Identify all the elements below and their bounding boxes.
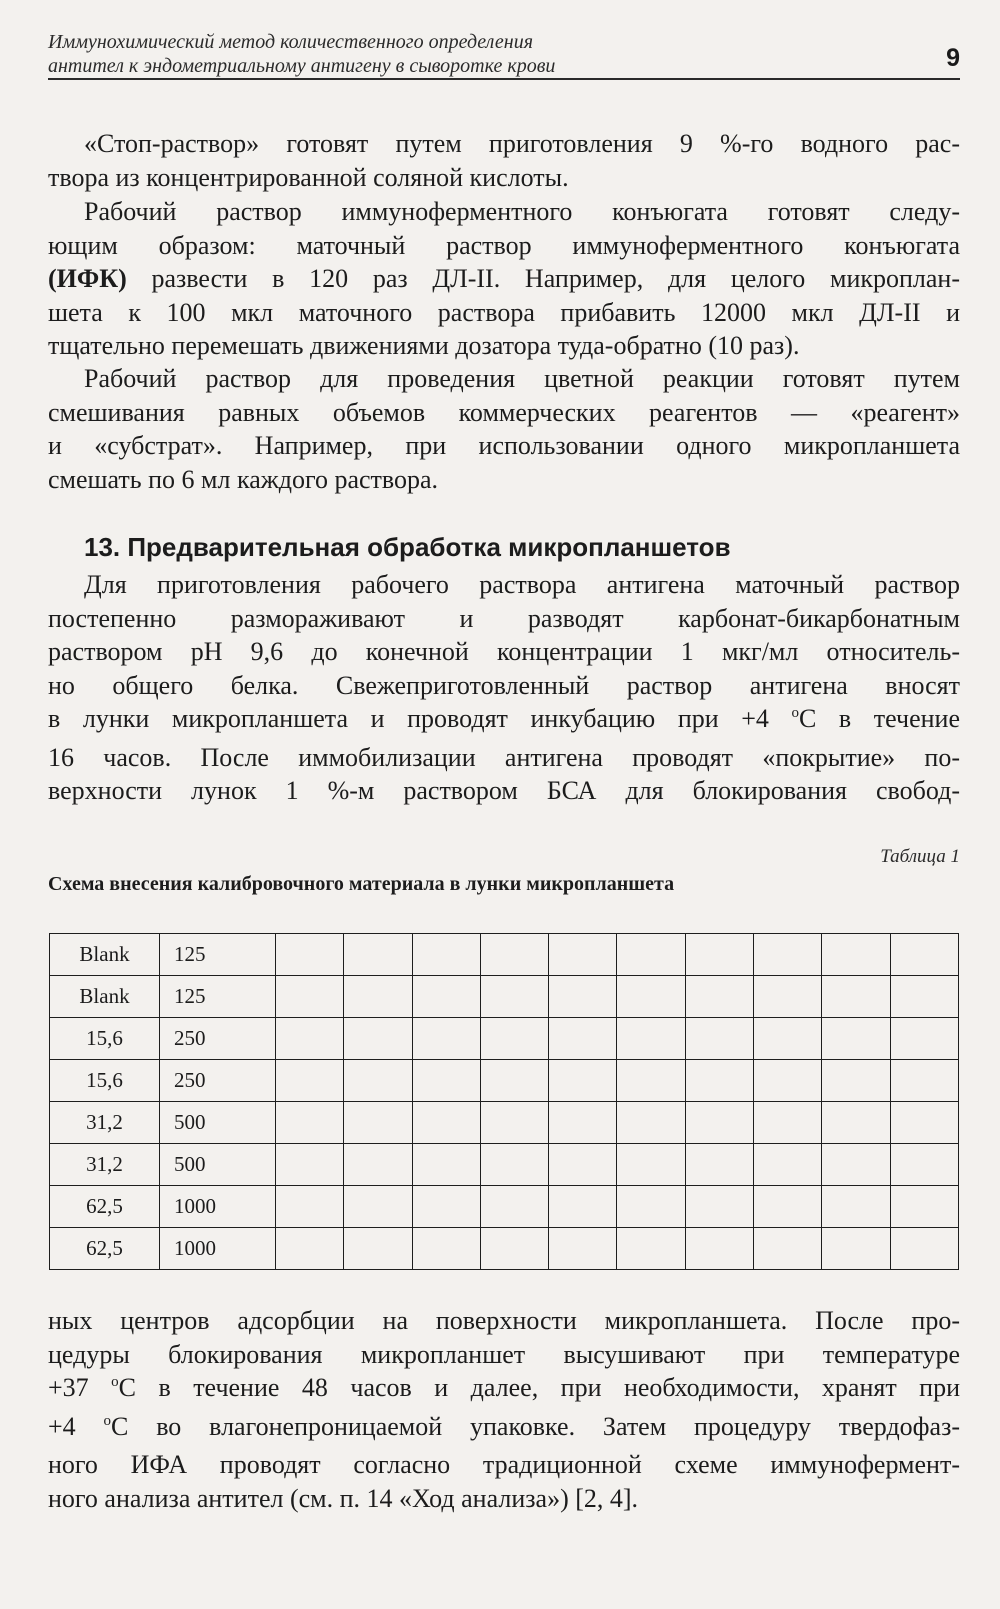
text-line: но общего белка. Свежеприготовленный раствор антигена вносят [48,670,960,700]
concentration-cell: 15,6 [50,1060,160,1102]
volume-cell: 500 [160,1144,276,1186]
empty-well-cell [685,934,753,976]
empty-well-cell [685,1144,753,1186]
empty-well-cell [276,1102,344,1144]
text-fragment: С в течение [798,704,961,733]
empty-well-cell [822,1228,890,1270]
empty-well-cell [344,976,412,1018]
degree-sign: о [111,1374,119,1390]
empty-well-cell [276,1060,344,1102]
empty-well-cell [890,1144,958,1186]
text-line [48,1410,960,1449]
empty-well-cell [754,976,822,1018]
text-fragment: С в течение 48 часов и далее, при необходимости, хранят при [118,1373,960,1402]
empty-well-cell [480,976,548,1018]
text-line: «Стоп-раствор» готовят путем приготовления 9 %-го водного рас- [84,129,960,158]
text-line: ющим образом: маточный раствор иммуноферментного конъюгата [48,230,960,260]
empty-well-cell [822,934,890,976]
section-heading: 13. Предварительная обработка микропланшетов [84,532,731,562]
paragraph-antigen-preparation [48,568,960,808]
text-line: и «субстрат». Например, при использовании одного микропланшета [48,431,960,460]
text-line: ного ИФА проводят согласно традиционной схеме иммунофермент- [48,1450,960,1479]
text-line [48,262,960,296]
empty-well-cell [890,1186,958,1228]
table-row [50,1060,959,1102]
page-number: 9 [946,44,960,72]
volume-cell: 500 [160,1102,276,1144]
empty-well-cell [549,1060,617,1102]
empty-well-cell [549,976,617,1018]
degree-sign: о [103,1412,112,1429]
empty-well-cell [276,1144,344,1186]
text-line: цедуры блокирования микропланшет высушивают при температуре [48,1339,960,1369]
volume-cell: 250 [160,1060,276,1102]
empty-well-cell [412,1186,480,1228]
empty-well-cell [890,1060,958,1102]
empty-well-cell [412,1018,480,1060]
empty-well-cell [685,1018,753,1060]
empty-well-cell [617,1186,685,1228]
empty-well-cell [276,1018,344,1060]
header-title-line: Иммунохимический метод количественного определения [48,31,533,53]
empty-well-cell [685,1186,753,1228]
empty-well-cell [890,934,958,976]
table-row [50,1102,959,1144]
table-row [50,1018,959,1060]
empty-well-cell [822,1144,890,1186]
header-title-line: антител к эндометриальному антигену в сыворотке крови [48,55,556,77]
table-row [50,934,959,976]
volume-cell: 1000 [160,1228,276,1270]
table-row [50,1144,959,1186]
empty-well-cell [412,934,480,976]
text-line: постепенно размораживают и разводят карбонат-бикарбонатным [48,603,960,633]
volume-cell: 250 [160,1018,276,1060]
text-line: шета к 100 мкл маточного раствора прибавить 12000 мкл ДЛ-II и [48,297,960,327]
paragraph-conjugate [48,195,960,363]
empty-well-cell [412,1228,480,1270]
empty-well-cell [549,1144,617,1186]
empty-well-cell [276,976,344,1018]
empty-well-cell [344,1102,412,1144]
concentration-cell: 15,6 [50,1018,160,1060]
text-fragment: С во влагонепроницаемой упаковке. Затем процедуру твердофаз- [111,1411,960,1441]
volume-cell: 125 [160,976,276,1018]
empty-well-cell [685,1102,753,1144]
empty-well-cell [822,1018,890,1060]
empty-well-cell [617,1228,685,1270]
empty-well-cell [412,1102,480,1144]
empty-well-cell [754,1186,822,1228]
text-line: твора из концентрированной соляной кислоты. [48,162,569,192]
empty-well-cell [754,934,822,976]
empty-well-cell [480,1102,548,1144]
table-number: Таблица 1 [880,846,960,867]
text-line: смешивания равных объемов коммерческих реагентов — «реагент» [48,397,960,427]
text-fragment: +4 [48,1411,104,1441]
concentration-cell: 62,5 [50,1186,160,1228]
volume-cell: 125 [160,934,276,976]
running-header [48,30,960,80]
table-caption: Схема внесения калибровочного материала в лунки микропланшета [48,873,675,895]
text-line: тщательно перемешать движениями дозатора туда-обратно (10 раз). [48,331,800,360]
empty-well-cell [754,1060,822,1102]
empty-well-cell [822,1186,890,1228]
text-line: ного анализа антител (см. п. 14 «Ход анализа») [2, 4]. [48,1483,639,1513]
empty-well-cell [549,934,617,976]
concentration-cell: Blank [50,934,160,976]
table-row [50,1228,959,1270]
empty-well-cell [480,1228,548,1270]
empty-well-cell [480,934,548,976]
table-row [50,976,959,1018]
text-line: ных центров адсорбции на поверхности микропланшета. После про- [48,1306,960,1335]
empty-well-cell [480,1018,548,1060]
text-line: верхности лунок 1 %-м раствором БСА для блокирования свобод- [48,776,960,805]
empty-well-cell [276,934,344,976]
empty-well-cell [617,934,685,976]
empty-well-cell [344,1060,412,1102]
text-line [48,702,960,741]
text-fragment: +37 [48,1373,112,1402]
text-line: Рабочий раствор иммуноферментного конъюгата готовят следу- [84,197,960,226]
table-row [50,1186,959,1228]
empty-well-cell [822,1060,890,1102]
empty-well-cell [617,1018,685,1060]
empty-well-cell [276,1186,344,1228]
empty-well-cell [412,1144,480,1186]
empty-well-cell [480,1186,548,1228]
empty-well-cell [617,1060,685,1102]
empty-well-cell [822,976,890,1018]
paragraph-stop-solution [48,127,960,194]
paragraph-color-reaction [48,362,960,496]
empty-well-cell [480,1060,548,1102]
text-fragment: в лунки микропланшета и проводят инкубацию при +4 [48,704,792,733]
empty-well-cell [276,1228,344,1270]
text-line: раствором рН 9,6 до конечной концентрации 1 мкг/мл относитель- [48,637,960,666]
empty-well-cell [549,1018,617,1060]
empty-well-cell [754,1102,822,1144]
text-line: 16 часов. После иммобилизации антигена проводят «покрытие» по- [48,742,960,772]
empty-well-cell [890,976,958,1018]
concentration-cell: 31,2 [50,1144,160,1186]
empty-well-cell [549,1228,617,1270]
empty-well-cell [754,1018,822,1060]
empty-well-cell [685,976,753,1018]
empty-well-cell [412,976,480,1018]
empty-well-cell [344,1144,412,1186]
abbreviation-bold: (ИФК) [48,264,127,293]
empty-well-cell [549,1102,617,1144]
empty-well-cell [480,1144,548,1186]
empty-well-cell [890,1102,958,1144]
empty-well-cell [890,1228,958,1270]
empty-well-cell [412,1060,480,1102]
text-line: Для приготовления рабочего раствора антигена маточный раствор [84,570,960,599]
text-line [48,1371,960,1410]
empty-well-cell [344,1228,412,1270]
empty-well-cell [617,976,685,1018]
concentration-cell: 31,2 [50,1102,160,1144]
empty-well-cell [822,1102,890,1144]
empty-well-cell [890,1018,958,1060]
empty-well-cell [344,1018,412,1060]
degree-sign: о [791,705,799,721]
calibration-table [49,933,959,1270]
concentration-cell: 62,5 [50,1228,160,1270]
paragraph-blocking [48,1304,960,1515]
empty-well-cell [754,1144,822,1186]
volume-cell: 1000 [160,1186,276,1228]
empty-well-cell [754,1228,822,1270]
empty-well-cell [549,1186,617,1228]
empty-well-cell [344,1186,412,1228]
empty-well-cell [685,1228,753,1270]
header-title [48,30,888,78]
concentration-cell: Blank [50,976,160,1018]
empty-well-cell [617,1144,685,1186]
text-fragment: развести в 120 раз ДЛ-II. Например, для целого микроплан- [126,264,960,293]
empty-well-cell [685,1060,753,1102]
empty-well-cell [617,1102,685,1144]
text-line: Рабочий раствор для проведения цветной реакции готовят путем [84,364,960,393]
text-line: смешать по 6 мл каждого раствора. [48,464,439,494]
empty-well-cell [344,934,412,976]
